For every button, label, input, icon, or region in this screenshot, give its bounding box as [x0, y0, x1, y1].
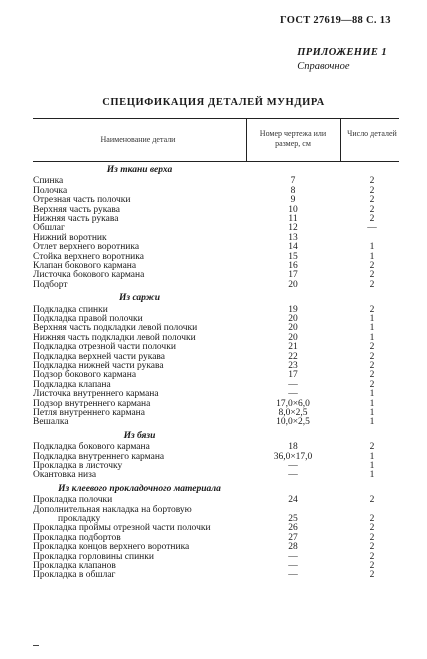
row-number: 20 [288, 332, 298, 343]
row-count: 2 [369, 370, 375, 381]
row-number: 26 [288, 523, 298, 534]
row-count: 2 [369, 542, 375, 553]
row-number: 16 [288, 261, 298, 271]
document-title: СПЕЦИФИКАЦИЯ ДЕТАЛЕЙ МУНДИРА [102, 97, 325, 108]
row-count: 2 [369, 185, 375, 196]
row-count: 2 [369, 379, 375, 390]
row-number: — [288, 561, 298, 571]
row-count: 2 [369, 351, 375, 362]
row-name: Листочка бокового кармана [33, 270, 145, 281]
row-number: 20 [288, 323, 298, 334]
row-name: Нижний воротник [33, 232, 107, 243]
row-name: Подборт [33, 279, 68, 290]
row-number: 22 [288, 351, 298, 362]
row-number: 28 [288, 542, 298, 553]
table-divider [340, 118, 341, 162]
row-count: 2 [369, 495, 375, 506]
row-name: Прокладка в листочку [33, 461, 123, 471]
row-name: Верхняя часть рукава [33, 204, 120, 215]
row-count: 2 [369, 442, 375, 453]
row-count: 2 [369, 279, 375, 290]
row-number: 11 [288, 214, 298, 224]
row-number: — [288, 551, 298, 562]
row-number: 19 [288, 304, 298, 315]
row-count: 1 [369, 389, 375, 400]
row-number: — [288, 461, 298, 471]
row-name: Окантовка низа [33, 470, 97, 481]
row-name: Дополнительная накладка на бортовую [33, 504, 192, 515]
row-name: Обшлаг [33, 223, 65, 234]
row-count: 2 [369, 532, 375, 543]
row-count: 1 [369, 417, 375, 428]
row-count: — [367, 223, 377, 234]
row-name: прокладку [58, 514, 101, 524]
appendix-sub: Справочное [297, 61, 350, 72]
row-name: Подкладка клапана [33, 379, 111, 390]
row-number: 24 [288, 495, 298, 506]
row-count: 1 [369, 461, 375, 471]
row-number: 17,0×6,0 [276, 398, 310, 409]
row-count: 2 [369, 514, 375, 524]
row-count: 1 [369, 242, 375, 253]
row-number: 21 [288, 342, 298, 353]
row-number: 18 [288, 442, 298, 453]
row-name: Клапан бокового кармана [33, 261, 137, 271]
row-name: Отрезная часть полочки [33, 195, 131, 206]
row-number: 8,0×2,5 [278, 408, 308, 418]
section-heading: Из клеевого прокладочного материала [58, 483, 221, 494]
appendix-label: ПРИЛОЖЕНИЕ 1 [297, 47, 387, 58]
row-name: Подкладка нижней части рукава [33, 361, 164, 371]
row-number: 12 [288, 223, 298, 234]
row-number: 8 [290, 185, 296, 196]
row-name: Подкладка отрезной части полочки [33, 342, 176, 353]
row-name: Подкладка внутреннего кармана [33, 451, 165, 462]
row-name: Подзор внутреннего кармана [33, 398, 151, 409]
row-name: Вешалка [33, 417, 69, 428]
row-count: 2 [369, 270, 375, 281]
row-number: 20 [288, 279, 298, 290]
row-count: 1 [369, 314, 375, 324]
row-number: — [288, 379, 298, 390]
row-count: 1 [369, 323, 375, 334]
row-name: Прокладка полочки [33, 495, 113, 506]
row-number: 17 [288, 270, 298, 281]
row-count: 2 [369, 570, 375, 581]
footer-mark [33, 645, 39, 646]
row-name: Подкладка верхней части рукава [33, 351, 166, 362]
row-number: 17 [288, 370, 298, 381]
section-heading: Из ткани верха [106, 165, 173, 175]
row-name: Спинка [33, 176, 64, 187]
table-divider [246, 118, 247, 162]
row-count: 2 [369, 204, 375, 215]
row-number: 10,0×2,5 [276, 417, 310, 428]
row-count: 1 [369, 332, 375, 343]
row-name: Прокладка подбортов [33, 532, 121, 543]
row-name: Нижняя часть рукава [33, 214, 119, 224]
row-name: Прокладка концов верхнего воротника [33, 542, 190, 553]
row-count: 2 [369, 195, 375, 206]
row-count: 2 [369, 561, 375, 571]
row-count: 1 [369, 470, 375, 481]
row-count: 2 [369, 304, 375, 315]
row-count: 2 [369, 551, 375, 562]
header-col-number: Номер чертежа или размер, см [259, 129, 327, 148]
row-count: 2 [369, 342, 375, 353]
row-name: Подкладка правой полочки [33, 314, 143, 324]
row-name: Верхняя часть подкладки левой полочки [33, 323, 198, 334]
row-count: 2 [369, 361, 375, 371]
row-name: Отлет верхнего воротника [33, 242, 140, 253]
section-heading: Из саржи [118, 293, 161, 304]
page-header: ГОСТ 27619—88 С. 13 [280, 15, 391, 26]
row-number: 15 [288, 251, 298, 262]
row-name: Листочка внутреннего кармана [33, 389, 159, 400]
header-col-count: Число деталей [347, 129, 397, 138]
row-name: Петля внутреннего кармана [33, 408, 145, 418]
row-count: 1 [369, 408, 375, 418]
row-count: 1 [369, 398, 375, 409]
section-heading: Из бязи [123, 430, 156, 441]
row-name: Подзор бокового кармана [33, 370, 137, 381]
row-name: Стойка верхнего воротника [33, 251, 144, 262]
appendix-block [297, 46, 387, 74]
row-number: 20 [288, 314, 298, 324]
row-number: — [288, 570, 298, 581]
row-name: Полочка [33, 185, 68, 196]
header-col-name: Наименование детали [100, 135, 176, 144]
row-number: 9 [290, 195, 296, 206]
row-number: — [288, 389, 298, 400]
row-name: Прокладка проймы отрезной части полочки [33, 523, 211, 534]
row-number: 7 [290, 176, 296, 187]
row-number: 25 [288, 514, 298, 524]
row-number: 27 [288, 532, 298, 543]
row-number: 14 [288, 242, 298, 253]
row-name: Подкладка бокового кармана [33, 442, 150, 453]
row-name: Прокладка клапанов [33, 561, 116, 571]
row-count: 2 [369, 214, 375, 224]
row-number: 23 [288, 361, 298, 371]
row-number: 13 [288, 232, 298, 243]
row-count: 2 [369, 523, 375, 534]
row-name: Подкладка спинки [33, 304, 108, 315]
row-name: Прокладка горловины спинки [33, 551, 154, 562]
row-number: — [288, 470, 298, 481]
row-count: 1 [369, 451, 375, 462]
row-count: 2 [369, 176, 375, 187]
row-name: Прокладка в обшлаг [33, 570, 116, 581]
row-name: Нижняя часть подкладки левой полочки [33, 332, 196, 343]
row-count: 2 [369, 261, 375, 271]
row-number: 10 [288, 204, 298, 215]
table-header [33, 118, 399, 162]
row-number: 36,0×17,0 [273, 451, 313, 462]
row-count: 1 [369, 251, 375, 262]
